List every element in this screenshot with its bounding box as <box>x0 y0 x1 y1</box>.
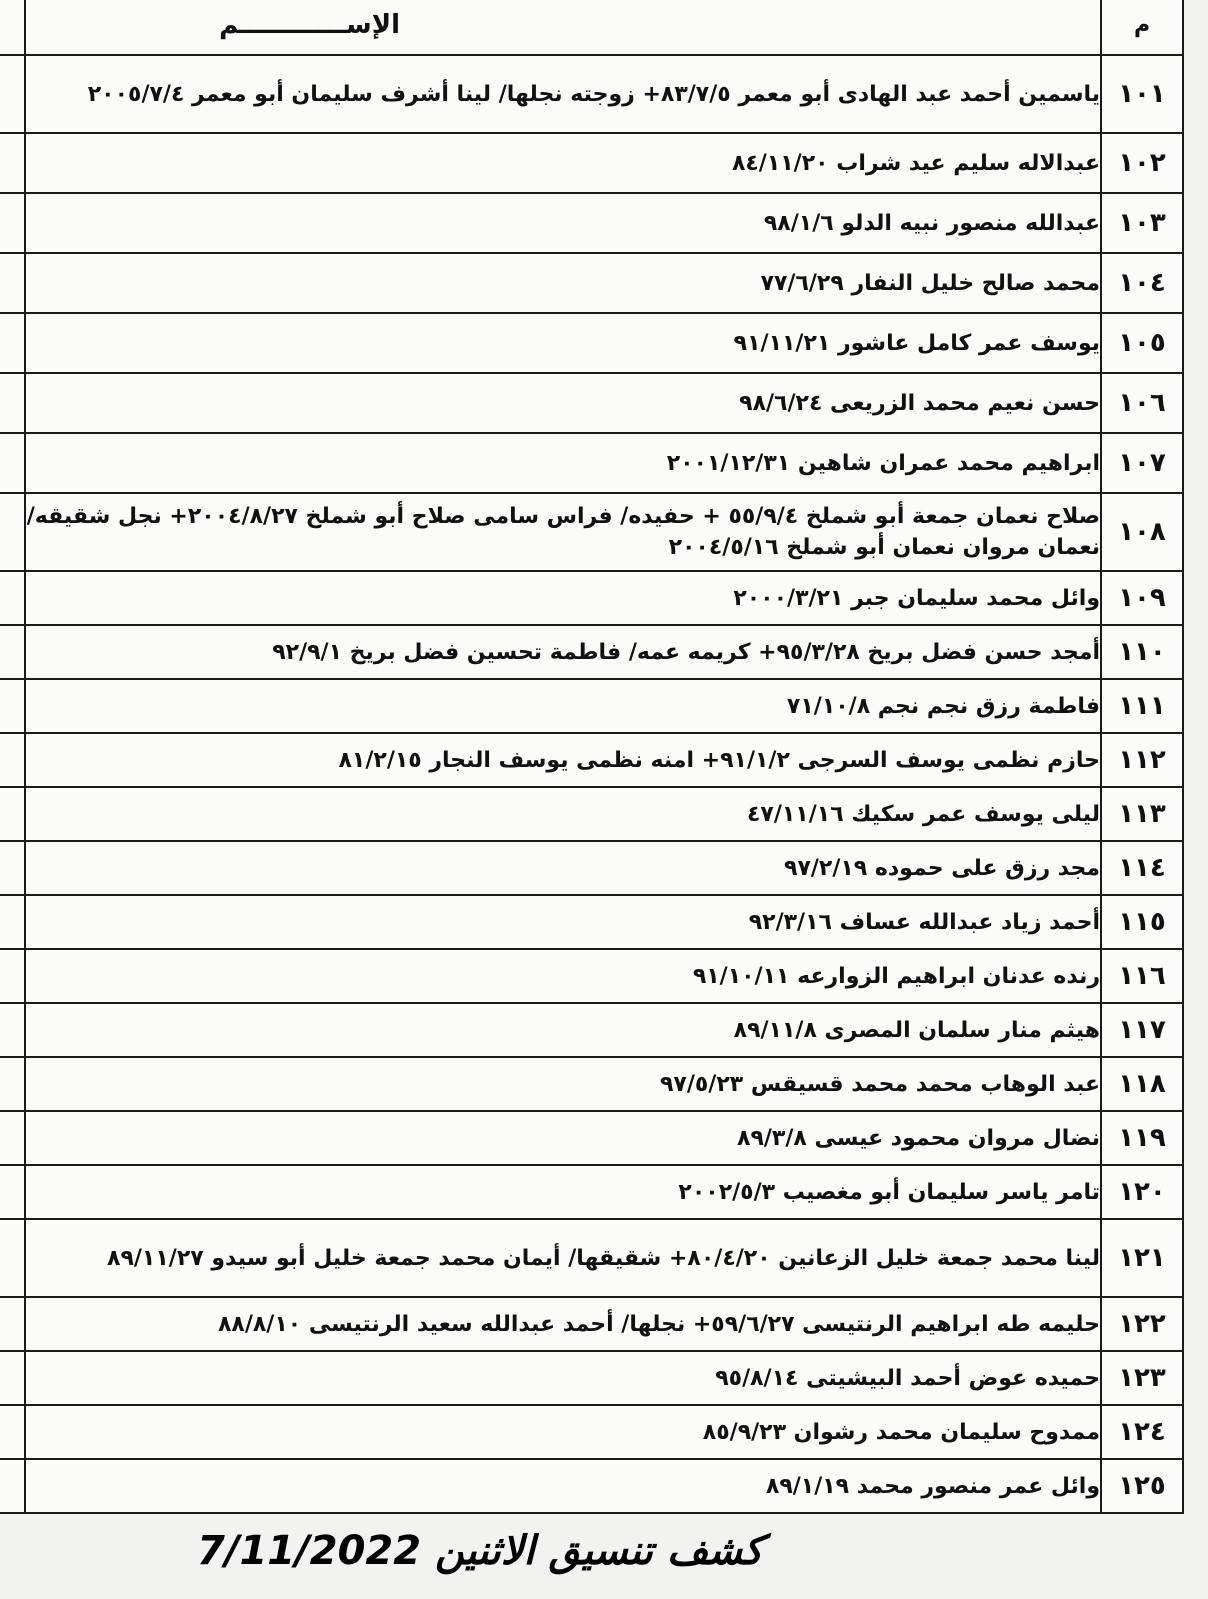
row-number: ١١٦ <box>1101 949 1183 1003</box>
row-edge-cell <box>0 1459 25 1513</box>
row-number: ١١١ <box>1101 679 1183 733</box>
row-number: ١٢١ <box>1101 1219 1183 1297</box>
row-number: ١٠٦ <box>1101 373 1183 433</box>
table-row <box>0 679 1183 733</box>
table-row <box>0 193 1183 253</box>
row-edge-cell <box>0 433 25 493</box>
row-number: ١٢٣ <box>1101 1351 1183 1405</box>
row-name-entry: وائل عمر منصور محمد ٨٩/١/١٩ <box>25 1459 1101 1513</box>
row-name-entry: حليمه طه ابراهيم الرنتيسى ٥٩/٦/٢٧+ نجلها/ أحمد عبدالله سعيد الرنتيسى ٨٨/٨/١٠ <box>25 1297 1101 1351</box>
row-edge-cell <box>0 841 25 895</box>
table-row <box>0 571 1183 625</box>
row-name-entry: أمجد حسن فضل بريخ ٩٥/٣/٢٨+ كريمه عمه/ فاطمة تحسين فضل بريخ ٩٢/٩/١ <box>25 625 1101 679</box>
row-name-entry: أحمد زياد عبدالله عساف ٩٢/٣/١٦ <box>25 895 1101 949</box>
row-number: ١٢٠ <box>1101 1165 1183 1219</box>
row-name-entry: ياسمين أحمد عبد الهادى أبو معمر ٨٣/٧/٥+ زوجته نجلها/ لينا أشرف سليمان أبو معمر ٢٠٠٥/٧/٤ <box>25 55 1101 133</box>
row-name-entry: صلاح نعمان جمعة أبو شملخ ٥٥/٩/٤ + حفيده/ فراس سامى صلاح أبو شملخ ٢٠٠٤/٨/٢٧+ نجل شقيقه/ نعمان مروان نعمان أبو شملخ ٢٠٠٤/٥/١٦ <box>25 493 1101 571</box>
row-number: ١٢٢ <box>1101 1297 1183 1351</box>
row-name-entry: فاطمة رزق نجم نجم ٧١/١٠/٨ <box>25 679 1101 733</box>
row-number: ١٢٥ <box>1101 1459 1183 1513</box>
row-name-entry: حميده عوض أحمد البيشيتى ٩٥/٨/١٤ <box>25 1351 1101 1405</box>
row-edge-cell <box>0 571 25 625</box>
table-body <box>0 55 1183 1513</box>
row-edge-cell <box>0 493 25 571</box>
row-edge-cell <box>0 787 25 841</box>
row-number: ١٠٥ <box>1101 313 1183 373</box>
row-name-entry: ابراهيم محمد عمران شاهين ٢٠٠١/١٢/٣١ <box>25 433 1101 493</box>
table-row <box>0 1111 1183 1165</box>
row-name-entry: مجد رزق على حموده ٩٧/٢/١٩ <box>25 841 1101 895</box>
row-name-entry: حسن نعيم محمد الزريعى ٩٨/٦/٢٤ <box>25 373 1101 433</box>
row-name-entry: ممدوح سليمان محمد رشوان ٨٥/٩/٢٣ <box>25 1405 1101 1459</box>
table-row <box>0 841 1183 895</box>
row-number: ١١٢ <box>1101 733 1183 787</box>
row-edge-cell <box>0 373 25 433</box>
row-number: ١٠٣ <box>1101 193 1183 253</box>
row-name-entry: لينا محمد جمعة خليل الزعانين ٨٠/٤/٢٠+ شقيقها/ أيمان محمد جمعة خليل أبو سيدو ٨٩/١١/٢٧ <box>25 1219 1101 1297</box>
row-edge-cell <box>0 1057 25 1111</box>
table-row <box>0 55 1183 133</box>
row-edge-cell <box>0 895 25 949</box>
row-number: ١٠١ <box>1101 55 1183 133</box>
row-number: ١١٨ <box>1101 1057 1183 1111</box>
table-row <box>0 733 1183 787</box>
edge-column-header <box>0 0 25 55</box>
table-row <box>0 1003 1183 1057</box>
table-row <box>0 895 1183 949</box>
row-edge-cell <box>0 625 25 679</box>
row-number: ١٠٧ <box>1101 433 1183 493</box>
row-edge-cell <box>0 193 25 253</box>
row-number: ١٠٢ <box>1101 133 1183 193</box>
row-edge-cell <box>0 253 25 313</box>
table-row <box>0 1351 1183 1405</box>
table-row <box>0 1165 1183 1219</box>
table-row <box>0 1459 1183 1513</box>
table-row <box>0 1219 1183 1297</box>
row-edge-cell <box>0 679 25 733</box>
row-name-entry: عبدالله منصور نبيه الدلو ٩٨/١/٦ <box>25 193 1101 253</box>
footer-date: 7/11/2022 <box>197 1528 422 1574</box>
table-header-row <box>0 0 1183 55</box>
document-footer <box>0 1528 960 1574</box>
row-edge-cell <box>0 313 25 373</box>
row-edge-cell <box>0 1219 25 1297</box>
row-number: ١١٧ <box>1101 1003 1183 1057</box>
table-row <box>0 1297 1183 1351</box>
table-row <box>0 625 1183 679</box>
row-name-entry: محمد صالح خليل النفار ٧٧/٦/٢٩ <box>25 253 1101 313</box>
table-row <box>0 373 1183 433</box>
row-edge-cell <box>0 55 25 133</box>
row-number: ١١٠ <box>1101 625 1183 679</box>
table-row <box>0 787 1183 841</box>
table-row <box>0 493 1183 571</box>
row-name-entry: حازم نظمى يوسف السرجى ٩١/١/٢+ امنه نظمى يوسف النجار ٨١/٢/١٥ <box>25 733 1101 787</box>
row-edge-cell <box>0 1165 25 1219</box>
row-number: ١٠٨ <box>1101 493 1183 571</box>
row-edge-cell <box>0 1405 25 1459</box>
row-edge-cell <box>0 1111 25 1165</box>
table-row <box>0 313 1183 373</box>
row-edge-cell <box>0 1297 25 1351</box>
row-name-entry: نضال مروان محمود عيسى ٨٩/٣/٨ <box>25 1111 1101 1165</box>
row-name-entry: رنده عدنان ابراهيم الزوارعه ٩١/١٠/١١ <box>25 949 1101 1003</box>
table-row <box>0 433 1183 493</box>
row-name-entry: تامر ياسر سليمان أبو مغصيب ٢٠٠٢/٥/٣ <box>25 1165 1101 1219</box>
row-edge-cell <box>0 1003 25 1057</box>
table-row <box>0 253 1183 313</box>
row-edge-cell <box>0 133 25 193</box>
table-row <box>0 1405 1183 1459</box>
row-number: ١١٩ <box>1101 1111 1183 1165</box>
row-name-entry: هيثم منار سلمان المصرى ٨٩/١١/٨ <box>25 1003 1101 1057</box>
row-name-entry: عبدالاله سليم عيد شراب ٨٤/١١/٢٠ <box>25 133 1101 193</box>
row-number: ١١٤ <box>1101 841 1183 895</box>
table-row <box>0 1057 1183 1111</box>
row-name-entry: يوسف عمر كامل عاشور ٩١/١١/٢١ <box>25 313 1101 373</box>
row-number: ١١٥ <box>1101 895 1183 949</box>
number-column-header: م <box>1101 0 1183 55</box>
footer-title: كشف تنسيق الاثنين <box>435 1528 763 1574</box>
name-column-header: الإســــــــــــم <box>25 0 1101 55</box>
row-number: ١٠٤ <box>1101 253 1183 313</box>
row-name-entry: عبد الوهاب محمد محمد قسيقس ٩٧/٥/٢٣ <box>25 1057 1101 1111</box>
row-edge-cell <box>0 949 25 1003</box>
row-number: ١١٣ <box>1101 787 1183 841</box>
row-number: ١٢٤ <box>1101 1405 1183 1459</box>
table-row <box>0 949 1183 1003</box>
row-edge-cell <box>0 1351 25 1405</box>
row-name-entry: وائل محمد سليمان جبر ٢٠٠٠/٣/٢١ <box>25 571 1101 625</box>
table-row <box>0 133 1183 193</box>
row-edge-cell <box>0 733 25 787</box>
row-number: ١٠٩ <box>1101 571 1183 625</box>
row-name-entry: ليلى يوسف عمر سكيك ٤٧/١١/١٦ <box>25 787 1101 841</box>
